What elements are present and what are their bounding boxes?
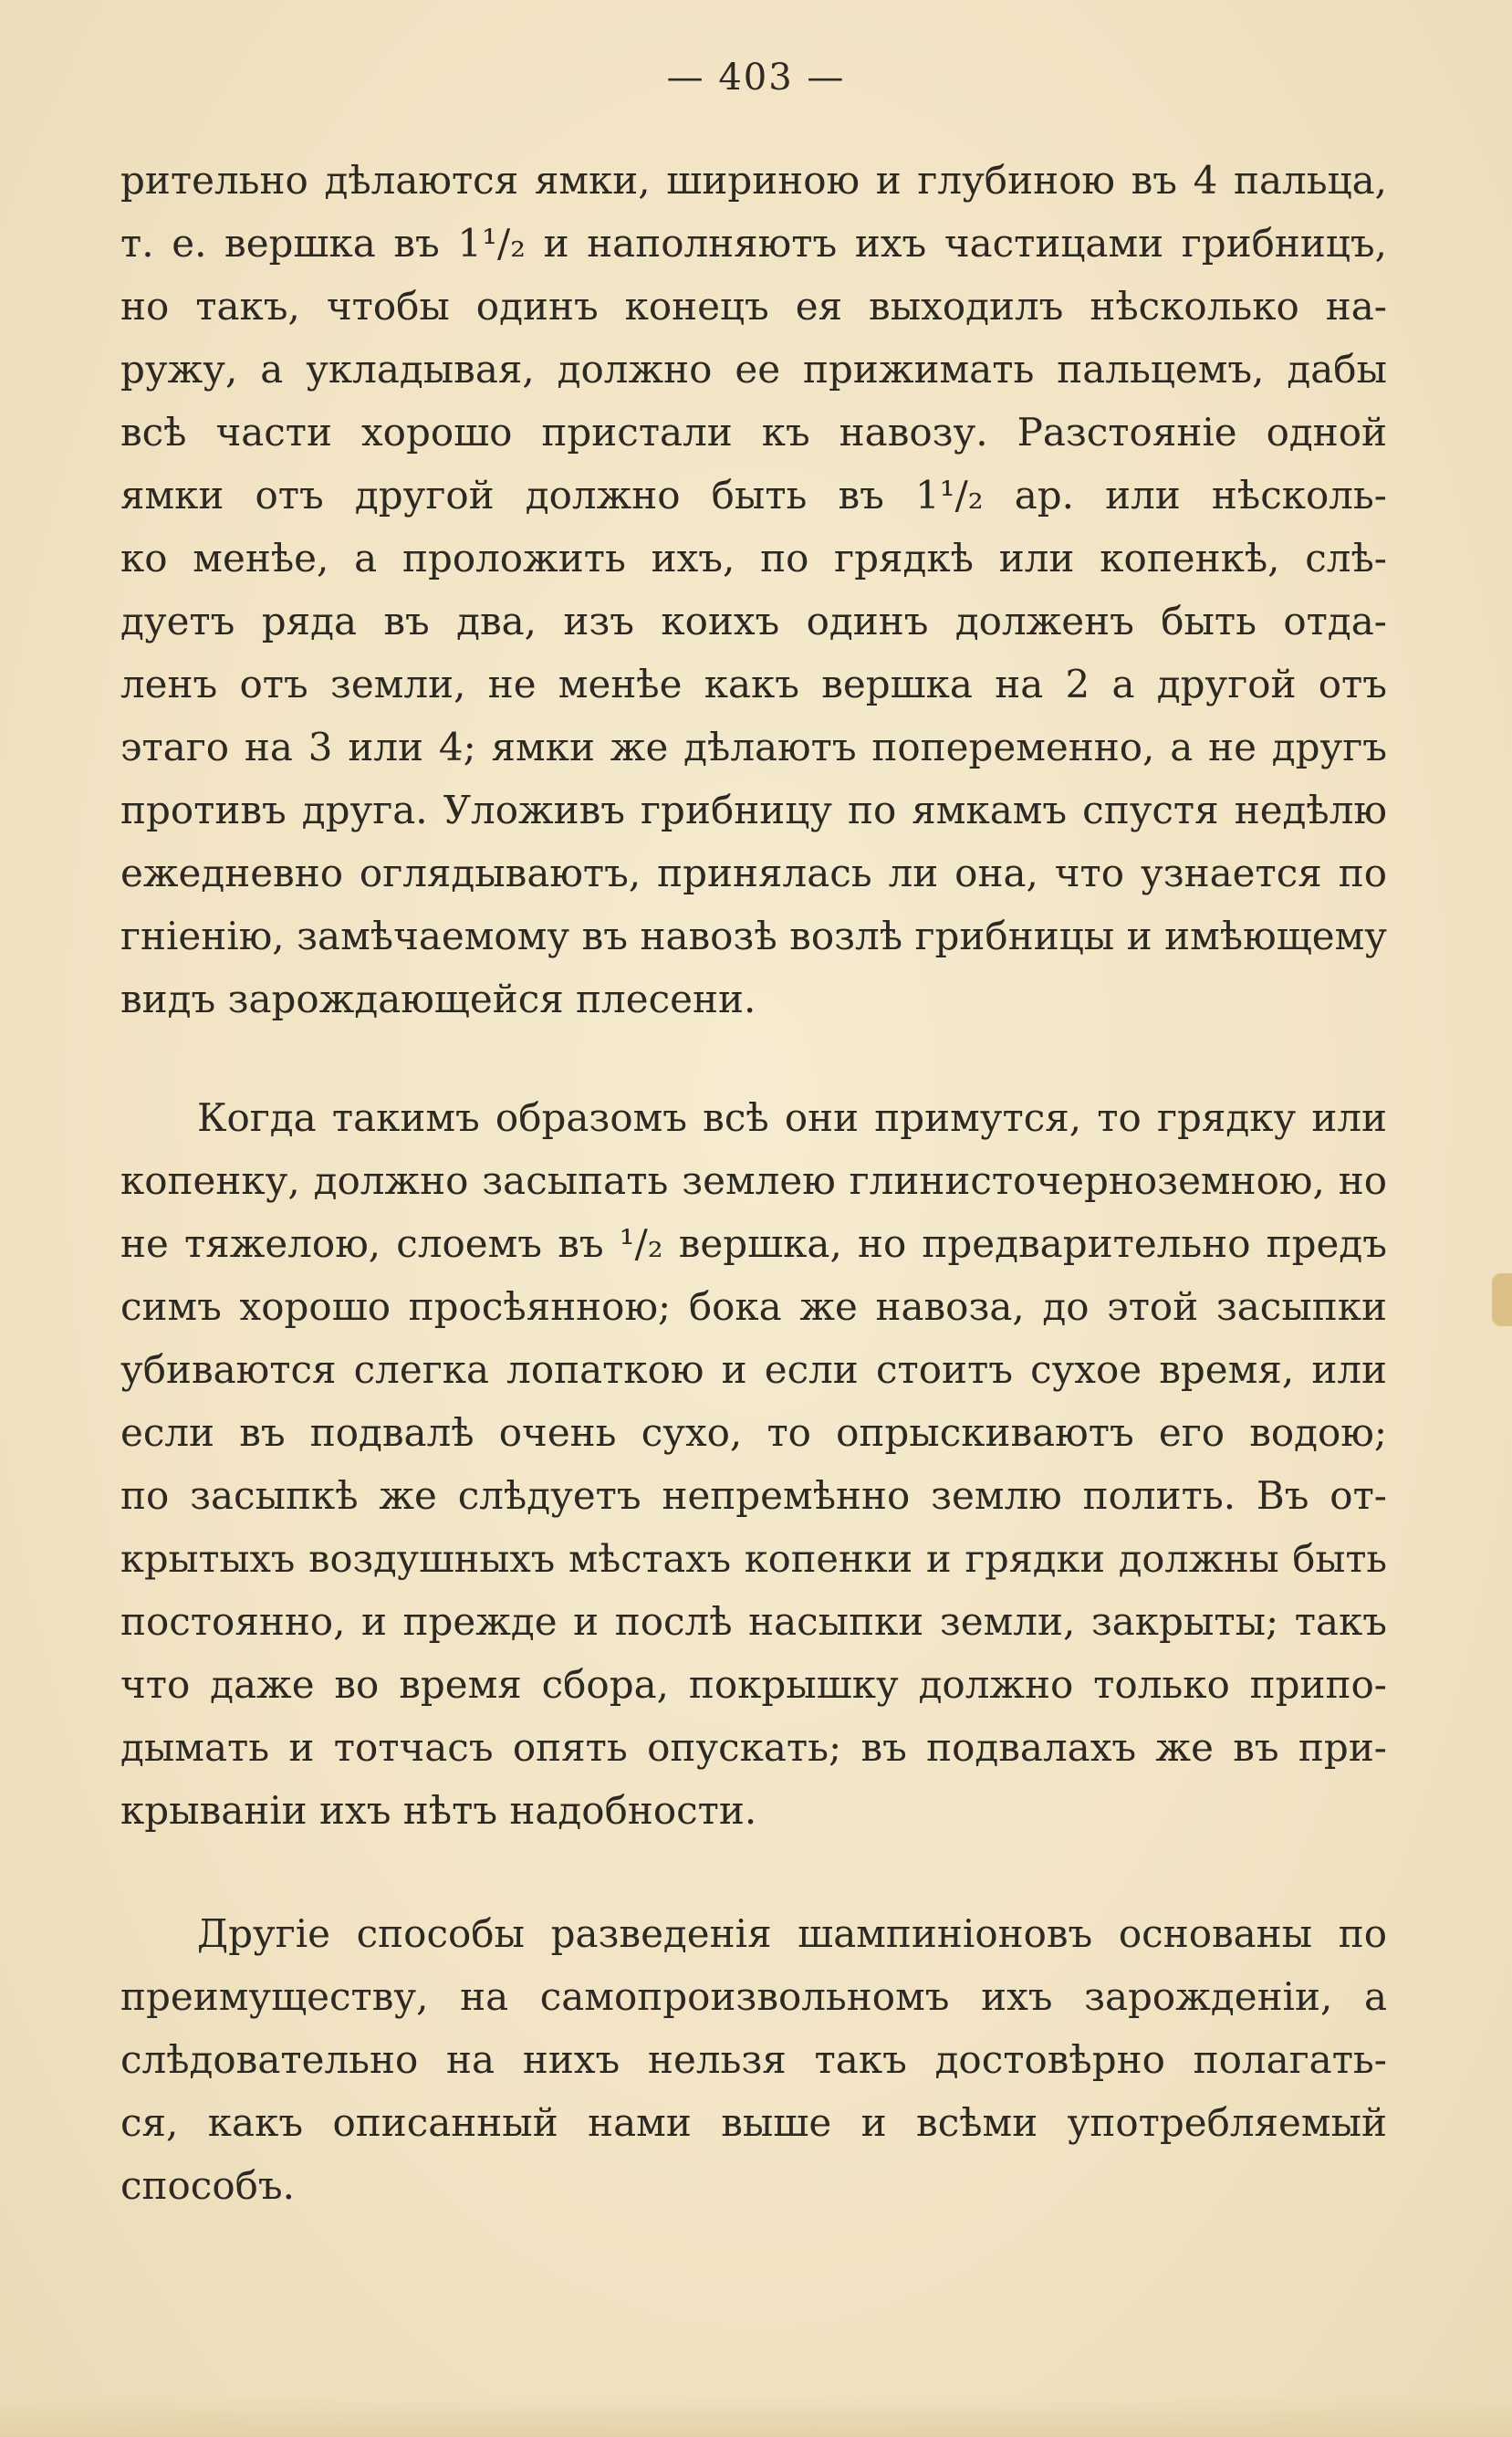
text-line: ямки отъ другой должно быть въ 1¹/₂ ар. или нѣсколь- <box>120 473 1387 518</box>
text-line: симъ хорошо просѣянною; бока же навоза, до этой засыпки <box>120 1284 1387 1329</box>
page-bottom-edge <box>0 2397 1512 2437</box>
text-line: видъ зарождающейся плесени. <box>120 977 756 1021</box>
text-line: слѣдовательно на нихъ нельзя такъ достовѣрно полагать- <box>120 2037 1387 2082</box>
text-line: преимуществу, на самопроизвольномъ ихъ зарожденіи, а <box>120 1974 1387 2019</box>
text-line: Когда такимъ образомъ всѣ они примутся, то грядку или <box>197 1095 1387 1140</box>
text-line: ружу, а укладывая, должно ее прижимать пальцемъ, дабы <box>120 347 1387 392</box>
text-line: если въ подвалѣ очень сухо, то опрыскиваютъ его водою; <box>120 1410 1387 1455</box>
text-line: крытыхъ воздушныхъ мѣстахъ копенки и грядки должны быть <box>120 1536 1387 1581</box>
text-line: дымать и тотчасъ опять опускать; въ подвалахъ же въ при- <box>120 1725 1387 1770</box>
text-line: способъ. <box>120 2163 295 2208</box>
text-line: не тяжелою, слоемъ въ ¹/₂ вершка, но предварительно предъ <box>120 1221 1387 1266</box>
text-line: противъ друга. Уложивъ грибницу по ямкамъ спустя недѣлю <box>120 788 1387 832</box>
text-line: постоянно, и прежде и послѣ насыпки земли, закрыты; такъ <box>120 1599 1387 1644</box>
text-line: крываніи ихъ нѣтъ надобности. <box>120 1788 757 1833</box>
text-line: убиваются слегка лопаткою и если стоитъ сухое время, или <box>120 1347 1387 1392</box>
text-line: ежедневно оглядываютъ, принялась ли она, что узнается по <box>120 851 1387 895</box>
text-line: по засыпкѣ же слѣдуетъ непремѣнно землю полить. Въ от- <box>120 1473 1387 1518</box>
text-line: дуетъ ряда въ два, изъ коихъ одинъ долженъ быть отда- <box>120 599 1387 643</box>
text-line: всѣ части хорошо пристали къ навозу. Разстояніе одной <box>120 410 1387 455</box>
text-line: т. е. вершка въ 1¹/₂ и наполняютъ ихъ частицами грибницъ, <box>120 221 1387 266</box>
text-line: ко менѣе, а проложить ихъ, по грядкѣ или копенкѣ, слѣ- <box>120 536 1387 580</box>
text-line: ся, какъ описанный нами выше и всѣми употребляемый <box>120 2100 1387 2145</box>
text-line: гніенію, замѣчаемому въ навозѣ возлѣ грибницы и имѣющему <box>120 914 1387 958</box>
text-line: копенку, должно засыпать землею глинисточерноземною, но <box>120 1158 1387 1203</box>
paragraph-3 <box>120 1902 1387 2217</box>
text-line: Другіе способы разведенія шампиніоновъ основаны по <box>197 1911 1387 1956</box>
text-line: но такъ, чтобы одинъ конецъ ея выходилъ нѣсколько на- <box>120 284 1387 329</box>
text-line: рительно дѣлаются ямки, шириною и глубиною въ 4 пальца, <box>120 158 1387 203</box>
page-edge-stain <box>1492 1273 1512 1326</box>
paragraph-1 <box>120 149 1387 1030</box>
text-line: этаго на 3 или 4; ямки же дѣлаютъ попеременно, а не другъ <box>120 725 1387 769</box>
text-line: что даже во время сбора, покрышку должно только припо- <box>120 1662 1387 1707</box>
paragraph-2 <box>120 1086 1387 1842</box>
page-number: — 403 — <box>666 57 846 99</box>
text-line: ленъ отъ земли, не менѣе какъ вершка на 2 а другой отъ <box>120 662 1387 706</box>
